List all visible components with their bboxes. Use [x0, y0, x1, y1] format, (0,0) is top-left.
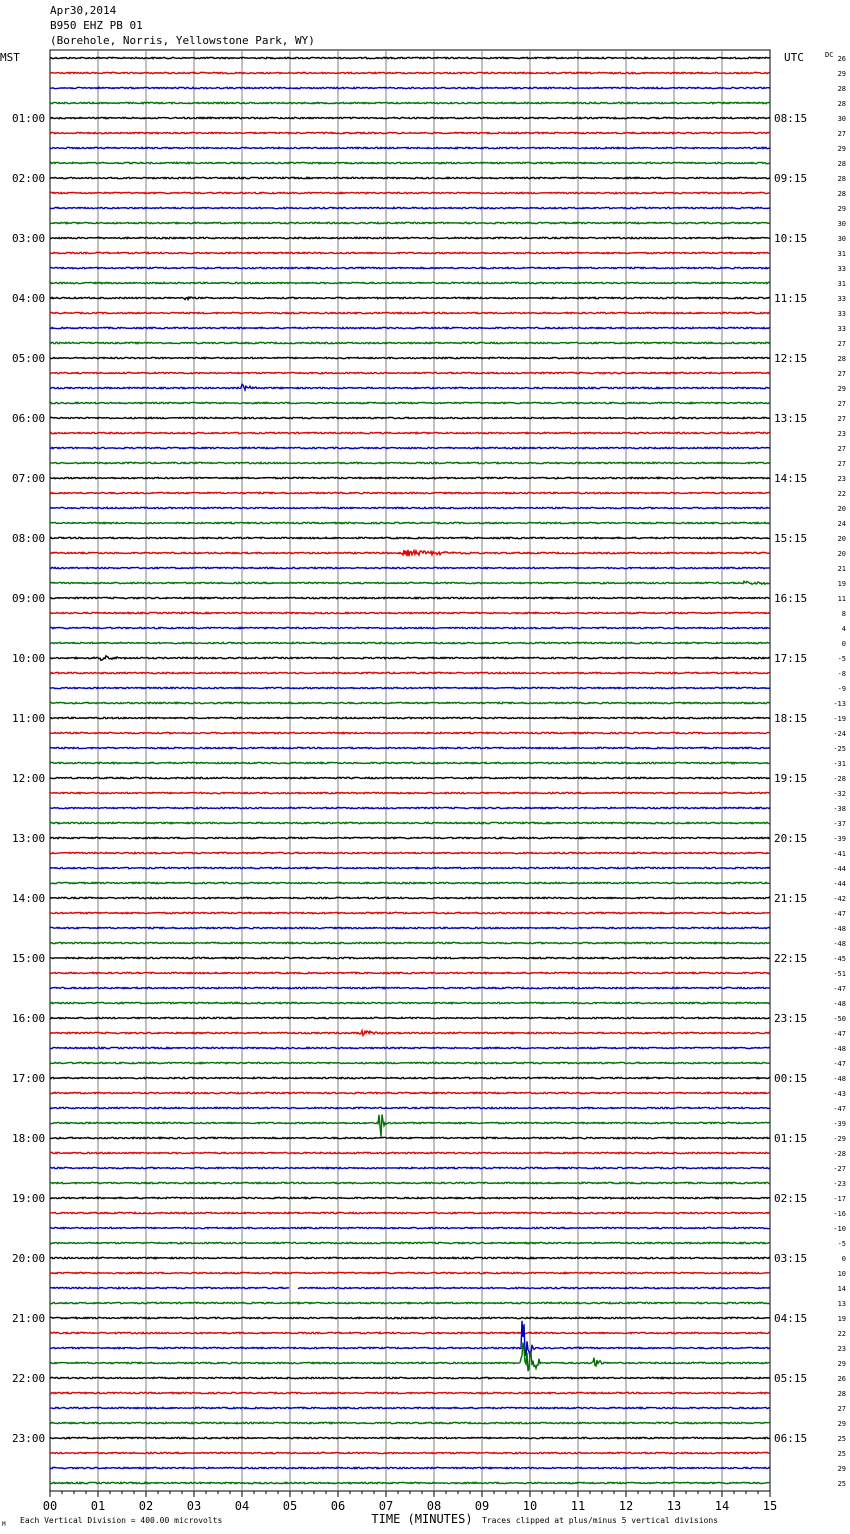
- seismic-trace: [50, 1317, 770, 1318]
- mst-label: MST: [0, 51, 20, 64]
- x-tick-label: 11: [570, 1499, 586, 1513]
- mst-hour-label: 08:00: [12, 532, 46, 545]
- x-tick-label: 10: [522, 1499, 538, 1513]
- dc-offset-value: 26: [837, 1375, 846, 1383]
- mst-hour-label: 19:00: [12, 1192, 46, 1205]
- dc-offset-value: 29: [837, 205, 846, 213]
- dc-offset-value: -19: [833, 715, 846, 723]
- x-tick-label: 04: [234, 1499, 250, 1513]
- seismic-trace: [50, 1272, 770, 1273]
- seismic-trace: [50, 177, 770, 178]
- seismic-trace: [50, 1017, 770, 1018]
- seismic-trace: [50, 702, 770, 703]
- dc-offset-value: -39: [833, 1120, 846, 1128]
- plot-frame: [50, 50, 770, 1491]
- utc-hour-label: 20:15: [774, 832, 808, 845]
- seismic-trace: [50, 1115, 770, 1137]
- dc-offset-value: 29: [837, 1360, 846, 1368]
- dc-offset-value: 29: [837, 1420, 846, 1428]
- x-tick-label: 07: [378, 1499, 394, 1513]
- dc-offset-value: 20: [837, 535, 846, 543]
- x-tick-label: 08: [426, 1499, 442, 1513]
- record-date: Apr30,2014: [50, 4, 117, 17]
- mst-hour-label: 02:00: [12, 172, 46, 185]
- seismic-trace: [50, 942, 770, 943]
- seismic-trace: [50, 1002, 770, 1003]
- seismic-trace: [50, 192, 770, 193]
- dc-offset-value: 27: [837, 370, 846, 378]
- clip-note: Traces clipped at plus/minus 5 vertical divisions: [482, 1516, 719, 1525]
- seismic-trace: [50, 627, 770, 628]
- dc-offset-value: -43: [833, 1090, 846, 1098]
- dc-offset-value: -48: [833, 925, 846, 933]
- seismic-trace: [50, 672, 770, 673]
- dc-offset-value: 28: [837, 190, 846, 198]
- dc-offset-value: -8: [837, 670, 846, 678]
- mst-hour-label: 09:00: [12, 592, 46, 605]
- utc-hour-label: 08:15: [774, 112, 808, 125]
- dc-offset-value: 27: [837, 1405, 846, 1413]
- dc-offset-value: -39: [833, 835, 846, 843]
- mst-hour-label: 14:00: [12, 892, 46, 905]
- seismic-trace: [50, 1227, 770, 1228]
- mst-hour-label: 05:00: [12, 352, 46, 365]
- dc-offset-value: 29: [837, 1465, 846, 1473]
- seismic-trace: [50, 1167, 770, 1168]
- seismic-trace: [50, 372, 770, 373]
- mst-hour-label: 23:00: [12, 1432, 46, 1445]
- seismic-trace: [50, 972, 770, 973]
- dc-offset-value: 33: [837, 295, 846, 303]
- seismic-trace: [50, 132, 770, 133]
- seismic-trace: [50, 297, 770, 300]
- utc-hour-label: 15:15: [774, 532, 808, 545]
- mst-hour-label: 06:00: [12, 412, 46, 425]
- seismic-trace: [50, 1242, 770, 1243]
- mst-hour-label: 07:00: [12, 472, 46, 485]
- mst-hour-label: 13:00: [12, 832, 46, 845]
- seismic-trace: [50, 477, 770, 478]
- dc-offset-value: -28: [833, 1150, 846, 1158]
- dc-offset-value: 8: [841, 610, 846, 618]
- utc-label: UTC: [784, 51, 804, 64]
- seismic-trace: [50, 987, 770, 988]
- dc-offset-value: 30: [837, 235, 846, 243]
- seismic-trace: [50, 732, 770, 733]
- utc-hour-label: 11:15: [774, 292, 808, 305]
- seismic-trace: [50, 792, 770, 793]
- seismic-trace: [50, 147, 770, 148]
- utc-hour-label: 09:15: [774, 172, 808, 185]
- dc-offset-value: 11: [837, 595, 846, 603]
- seismic-trace: [50, 237, 770, 238]
- dc-offset-value: 27: [837, 445, 846, 453]
- dc-offset-value: 28: [837, 175, 846, 183]
- x-tick-label: 03: [186, 1499, 202, 1513]
- seismic-trace: [50, 1197, 770, 1198]
- x-tick-label: 00: [42, 1499, 58, 1513]
- seismic-trace: [50, 1137, 770, 1138]
- seismic-trace: [50, 567, 770, 568]
- utc-hour-label: 01:15: [774, 1132, 808, 1145]
- dc-offset-value: 23: [837, 475, 846, 483]
- dc-offset-value: -45: [833, 955, 846, 963]
- dc-offset-value: -24: [833, 730, 846, 738]
- mst-hour-label: 20:00: [12, 1252, 46, 1265]
- dc-label: DC: [825, 51, 834, 59]
- utc-hour-label: 13:15: [774, 412, 808, 425]
- x-tick-label: 06: [330, 1499, 346, 1513]
- dc-offset-value: 23: [837, 1345, 846, 1353]
- seismic-trace: [50, 252, 770, 253]
- mst-hour-label: 10:00: [12, 652, 46, 665]
- seismic-trace: [50, 1257, 770, 1258]
- utc-hour-label: 06:15: [774, 1432, 808, 1445]
- dc-offset-value: -41: [833, 850, 846, 858]
- dc-offset-value: -47: [833, 1030, 846, 1038]
- dc-offset-value: 25: [837, 1435, 846, 1443]
- utc-hour-label: 21:15: [774, 892, 808, 905]
- dc-offset-value: 31: [837, 250, 846, 258]
- seismic-trace: [50, 522, 770, 523]
- mst-hour-label: 01:00: [12, 112, 46, 125]
- dc-offset-value: 29: [837, 145, 846, 153]
- utc-hour-label: 05:15: [774, 1372, 808, 1385]
- dc-offset-value: -44: [833, 865, 846, 873]
- seismic-trace: [50, 656, 770, 661]
- mst-hour-label: 18:00: [12, 1132, 46, 1145]
- dc-offset-value: 10: [837, 1270, 846, 1278]
- dc-offset-value: -38: [833, 805, 846, 813]
- seismic-trace: [50, 1077, 770, 1078]
- dc-offset-value: -48: [833, 1000, 846, 1008]
- seismic-trace: [50, 822, 770, 823]
- utc-hour-label: 03:15: [774, 1252, 808, 1265]
- seismic-trace: [50, 102, 770, 103]
- x-tick-label: 13: [666, 1499, 682, 1513]
- dc-offset-value: -23: [833, 1180, 846, 1188]
- seismic-trace: [50, 597, 770, 598]
- dc-offset-value: -27: [833, 1165, 846, 1173]
- dc-offset-value: -51: [833, 970, 846, 978]
- seismic-trace: [50, 1343, 770, 1372]
- mst-hour-label: 11:00: [12, 712, 46, 725]
- dc-offset-value: -48: [833, 940, 846, 948]
- seismic-trace: [50, 282, 770, 283]
- seismic-trace: [50, 762, 770, 763]
- seismic-trace: [50, 537, 770, 538]
- seismic-trace: [50, 207, 770, 208]
- station-code: B950 EHZ PB 01: [50, 19, 143, 32]
- dc-offset-value: 28: [837, 160, 846, 168]
- seismic-trace: [50, 747, 770, 748]
- seismic-trace: [50, 1392, 770, 1393]
- dc-offset-value: -25: [833, 745, 846, 753]
- seismic-trace: [50, 550, 770, 556]
- dc-offset-value: -42: [833, 895, 846, 903]
- seismic-trace: [50, 1092, 770, 1093]
- seismic-trace: [50, 1452, 770, 1453]
- dc-offset-value: -48: [833, 1075, 846, 1083]
- dc-offset-value: 23: [837, 430, 846, 438]
- seismic-trace: [50, 912, 770, 913]
- seismic-trace: [50, 1212, 770, 1213]
- seismic-trace: [50, 417, 770, 418]
- utc-hour-label: 18:15: [774, 712, 808, 725]
- utc-hour-label: 14:15: [774, 472, 808, 485]
- dc-offset-value: -9: [837, 685, 846, 693]
- utc-hour-label: 22:15: [774, 952, 808, 965]
- dc-offset-value: -16: [833, 1210, 846, 1218]
- dc-offset-value: 29: [837, 70, 846, 78]
- seismic-trace: [50, 867, 770, 868]
- dc-offset-value: 22: [837, 1330, 846, 1338]
- mst-hour-label: 21:00: [12, 1312, 46, 1325]
- dc-offset-value: -5: [837, 1240, 846, 1248]
- dc-offset-value: -32: [833, 790, 846, 798]
- seismic-trace: [50, 1332, 770, 1333]
- dc-offset-value: 27: [837, 130, 846, 138]
- station-location: (Borehole, Norris, Yellowstone Park, WY): [50, 34, 315, 47]
- dc-offset-value: 0: [841, 640, 846, 648]
- utc-hour-label: 17:15: [774, 652, 808, 665]
- dc-offset-value: -17: [833, 1195, 846, 1203]
- seismic-trace: [50, 57, 770, 58]
- seismic-trace: [50, 72, 770, 73]
- seismic-trace: [50, 267, 770, 268]
- dc-offset-value: -13: [833, 700, 846, 708]
- seismic-trace: [50, 432, 770, 433]
- seismic-trace: [50, 1321, 770, 1357]
- dc-offset-value: 31: [837, 280, 846, 288]
- seismic-trace: [50, 1152, 770, 1153]
- dc-offset-value: -37: [833, 820, 846, 828]
- dc-offset-value: 20: [837, 550, 846, 558]
- dc-offset-value: -47: [833, 985, 846, 993]
- seismic-trace: [50, 1377, 770, 1378]
- seismic-trace: [50, 687, 770, 688]
- dc-offset-value: 19: [837, 580, 846, 588]
- seismic-trace: [50, 1182, 770, 1183]
- dc-offset-value: 26: [837, 55, 846, 63]
- dc-offset-value: 33: [837, 325, 846, 333]
- dc-offset-value: 29: [837, 385, 846, 393]
- dc-offset-value: 28: [837, 100, 846, 108]
- x-axis-title: TIME (MINUTES): [371, 1512, 473, 1526]
- utc-hour-label: 16:15: [774, 592, 808, 605]
- seismic-trace: [50, 1062, 770, 1063]
- mst-hour-label: 22:00: [12, 1372, 46, 1385]
- seismic-trace: [50, 581, 770, 584]
- x-tick-label: 12: [618, 1499, 634, 1513]
- dc-offset-value: 30: [837, 220, 846, 228]
- utc-hour-label: 10:15: [774, 232, 808, 245]
- utc-hour-label: 00:15: [774, 1072, 808, 1085]
- seismic-trace: [50, 462, 770, 463]
- seismic-trace: [50, 1287, 770, 1288]
- x-tick-label: 15: [762, 1499, 778, 1513]
- dc-offset-value: 27: [837, 340, 846, 348]
- seismic-trace: [50, 1031, 770, 1036]
- dc-offset-value: 24: [837, 520, 846, 528]
- seismic-trace: [50, 807, 770, 808]
- seismic-trace: [50, 1407, 770, 1408]
- dc-offset-value: 4: [841, 625, 846, 633]
- dc-offset-value: 22: [837, 490, 846, 498]
- dc-offset-value: 13: [837, 1300, 846, 1308]
- seismic-trace: [50, 927, 770, 928]
- dc-offset-value: 19: [837, 1315, 846, 1323]
- dc-offset-value: 20: [837, 505, 846, 513]
- dc-offset-value: 21: [837, 565, 846, 573]
- x-tick-label: 02: [138, 1499, 154, 1513]
- seismic-trace: [50, 312, 770, 313]
- dc-offset-value: -47: [833, 1060, 846, 1068]
- seismic-trace: [50, 402, 770, 403]
- dc-offset-value: 33: [837, 310, 846, 318]
- x-tick-label: 14: [714, 1499, 730, 1513]
- seismic-trace: [50, 1422, 770, 1423]
- mst-hour-label: 15:00: [12, 952, 46, 965]
- utc-hour-label: 12:15: [774, 352, 808, 365]
- dc-offset-value: 25: [837, 1480, 846, 1488]
- seismic-trace: [50, 357, 770, 358]
- utc-hour-label: 02:15: [774, 1192, 808, 1205]
- dc-offset-value: -44: [833, 880, 846, 888]
- mst-hour-label: 03:00: [12, 232, 46, 245]
- dc-offset-value: 25: [837, 1450, 846, 1458]
- utc-hour-label: 19:15: [774, 772, 808, 785]
- dc-offset-value: -10: [833, 1225, 846, 1233]
- dc-offset-value: -5: [837, 655, 846, 663]
- dc-offset-value: 27: [837, 400, 846, 408]
- dc-offset-value: 27: [837, 460, 846, 468]
- dc-offset-value: -50: [833, 1015, 846, 1023]
- seismic-trace: [50, 327, 770, 328]
- dc-offset-value: 28: [837, 1390, 846, 1398]
- seismic-trace: [50, 492, 770, 493]
- mst-hour-label: 12:00: [12, 772, 46, 785]
- seismic-trace: [50, 642, 770, 643]
- dc-offset-value: 28: [837, 355, 846, 363]
- corner-mark: M: [2, 1521, 6, 1528]
- dc-offset-value: 30: [837, 115, 846, 123]
- seismic-trace: [50, 1107, 770, 1108]
- dc-offset-value: -29: [833, 1135, 846, 1143]
- dc-offset-value: 27: [837, 415, 846, 423]
- dc-offset-value: 14: [837, 1285, 846, 1293]
- seismic-trace: [50, 507, 770, 508]
- mst-hour-label: 16:00: [12, 1012, 46, 1025]
- dc-offset-value: 0: [841, 1255, 846, 1263]
- dc-offset-value: -47: [833, 910, 846, 918]
- seismic-trace: [50, 342, 770, 343]
- dc-offset-value: -48: [833, 1045, 846, 1053]
- dc-offset-value: 33: [837, 265, 846, 273]
- seismic-trace: [50, 1482, 770, 1483]
- x-tick-label: 05: [282, 1499, 298, 1513]
- seismic-trace: [50, 612, 770, 613]
- seismic-trace: [50, 882, 770, 883]
- seismic-trace: [50, 1437, 770, 1438]
- seismic-trace: [50, 1047, 770, 1048]
- seismic-trace: [50, 117, 770, 118]
- seismic-trace: [50, 777, 770, 778]
- seismic-trace: [50, 852, 770, 853]
- seismic-trace: [50, 897, 770, 898]
- seismic-trace: [50, 957, 770, 958]
- seismic-trace: [50, 1467, 770, 1468]
- scale-note: Each Vertical Division = 400.00 microvolts: [20, 1516, 223, 1525]
- seismic-trace: [50, 1302, 770, 1303]
- seismic-trace: [50, 447, 770, 448]
- x-tick-label: 09: [474, 1499, 490, 1513]
- seismic-trace: [50, 87, 770, 88]
- seismic-trace: [50, 837, 770, 838]
- mst-hour-label: 04:00: [12, 292, 46, 305]
- seismic-trace: [50, 717, 770, 718]
- dc-offset-value: -47: [833, 1105, 846, 1113]
- utc-hour-label: 23:15: [774, 1012, 808, 1025]
- x-tick-label: 01: [90, 1499, 106, 1513]
- dc-offset-value: 28: [837, 85, 846, 93]
- seismic-trace: [50, 162, 770, 163]
- utc-hour-label: 04:15: [774, 1312, 808, 1325]
- dc-offset-value: -28: [833, 775, 846, 783]
- mst-hour-label: 17:00: [12, 1072, 46, 1085]
- seismic-trace: [50, 384, 770, 390]
- seismic-trace: [50, 222, 770, 223]
- dc-offset-value: -31: [833, 760, 846, 768]
